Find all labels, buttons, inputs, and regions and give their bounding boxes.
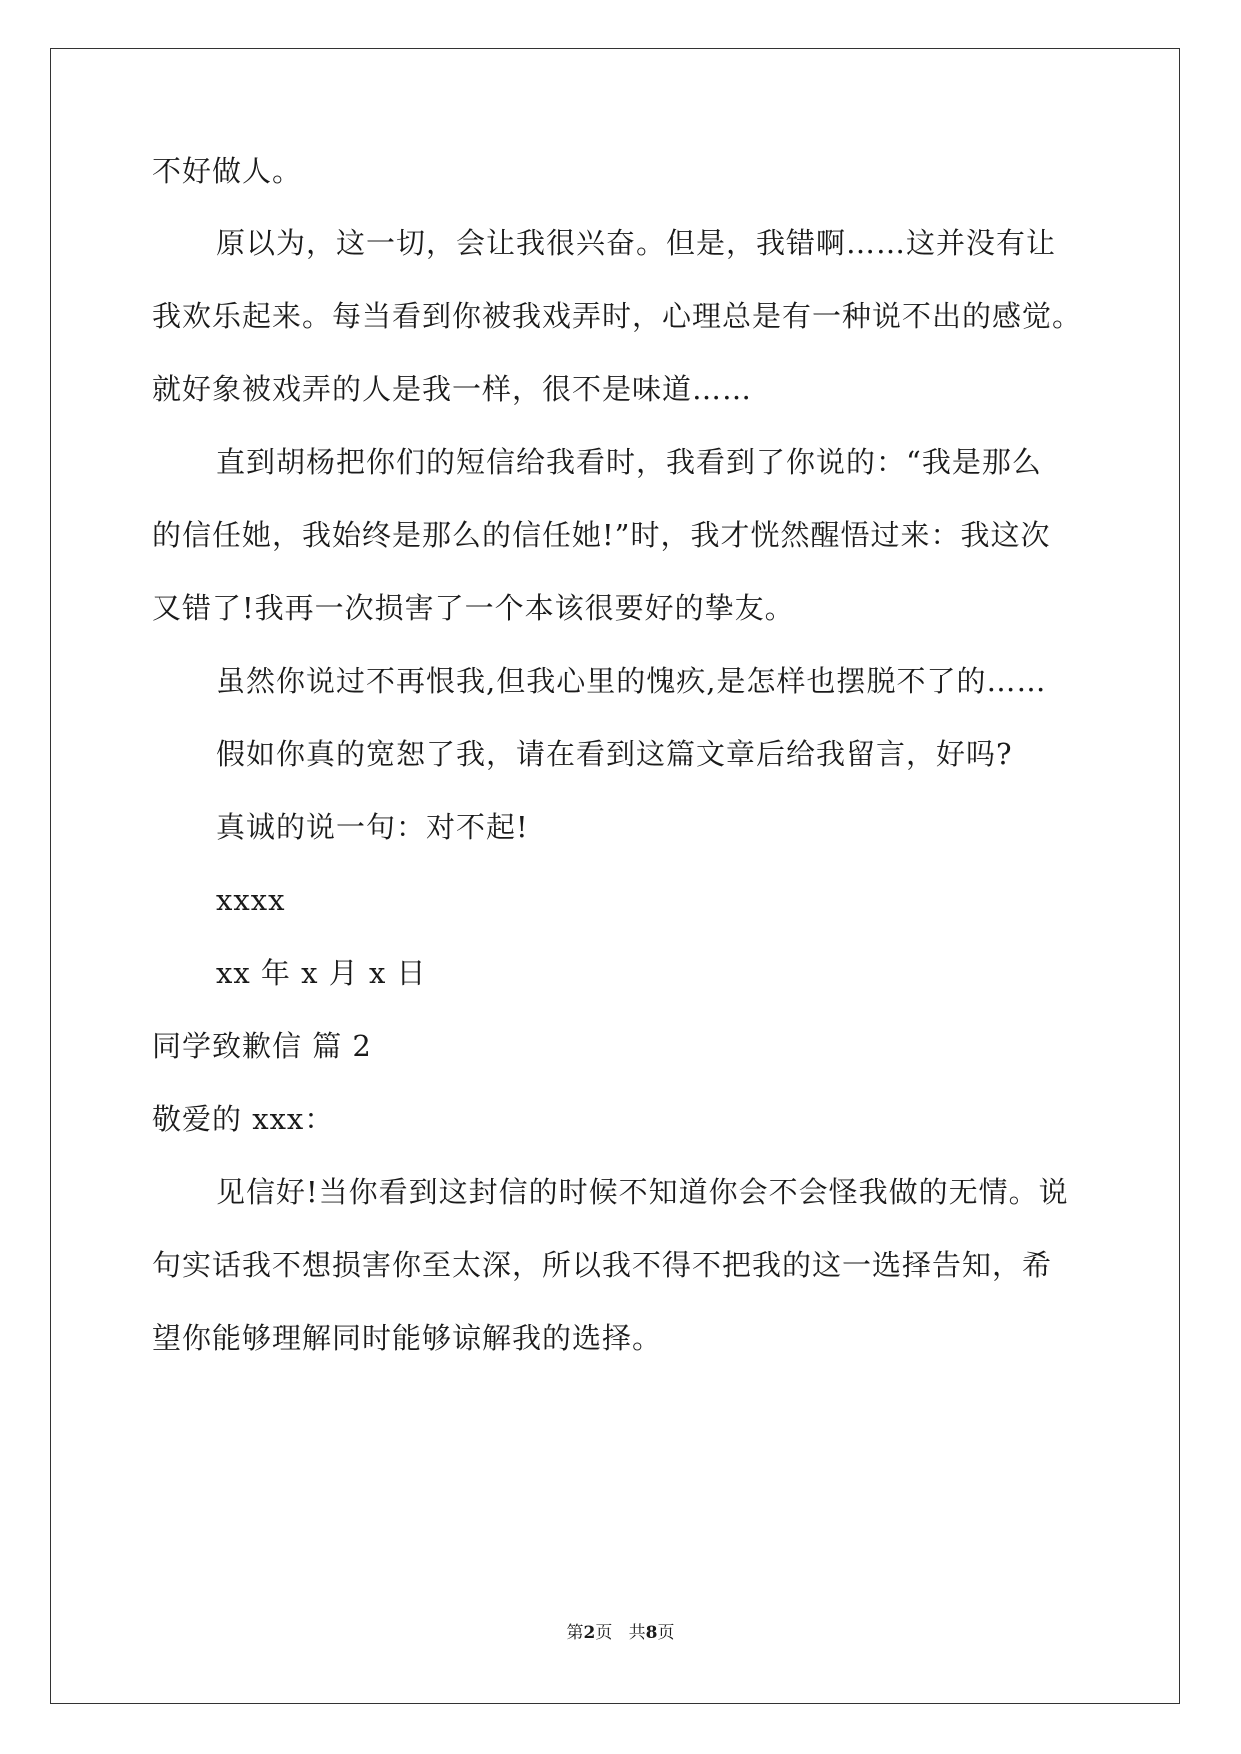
paragraph-start: 直到胡杨把你们的短信给我看时，我看到了你说的：“我是那么 [216,445,1042,479]
signature-name: xxxx [216,883,286,917]
footer-middle: 页 共 [595,1623,646,1643]
signature-date: xx 年 x 月 x 日 [216,956,427,990]
text-line: 句实话我不想损害你至太深，所以我不得不把我的这一选择告知，希 [152,1248,1053,1282]
salutation: 敬爱的 xxx： [152,1102,335,1136]
paragraph-start: 假如你真的宽恕了我，请在看到这篇文章后给我留言，好吗? [216,737,1013,771]
text-line: 又错了!我再一次损害了一个本该很要好的挚友。 [152,591,795,625]
page-border [50,48,1180,1704]
paragraph-start: 见信好!当你看到这封信的时候不知道你会不会怪我做的无情。说 [216,1175,1069,1209]
footer-suffix: 页 [657,1623,675,1643]
paragraph-start: 原以为，这一切，会让我很兴奋。但是，我错啊……这并没有让 [216,226,1057,260]
footer-prefix: 第 [566,1623,584,1643]
text-line: 我欢乐起来。每当看到你被我戏弄时，心理总是有一种说不出的感觉。 [152,299,1083,333]
text-line: 就好象被戏弄的人是我一样，很不是味道…… [152,372,753,406]
current-page-number: 2 [583,1623,596,1643]
text-line: 不好做人。 [152,154,303,188]
paragraph-start: 虽然你说过不再恨我,但我心里的愧疚,是怎样也摆脱不了的…… [216,664,1047,698]
section-heading: 同学致歉信 篇 2 [152,1029,372,1063]
text-line: 望你能够理解同时能够谅解我的选择。 [152,1321,663,1355]
text-line: 的信任她，我始终是那么的信任她!”时，我才恍然醒悟过来：我这次 [152,518,1051,552]
page-footer [0,1625,1241,1642]
paragraph-start: 真诚的说一句：对不起! [216,810,529,844]
total-pages-number: 8 [645,1623,658,1643]
